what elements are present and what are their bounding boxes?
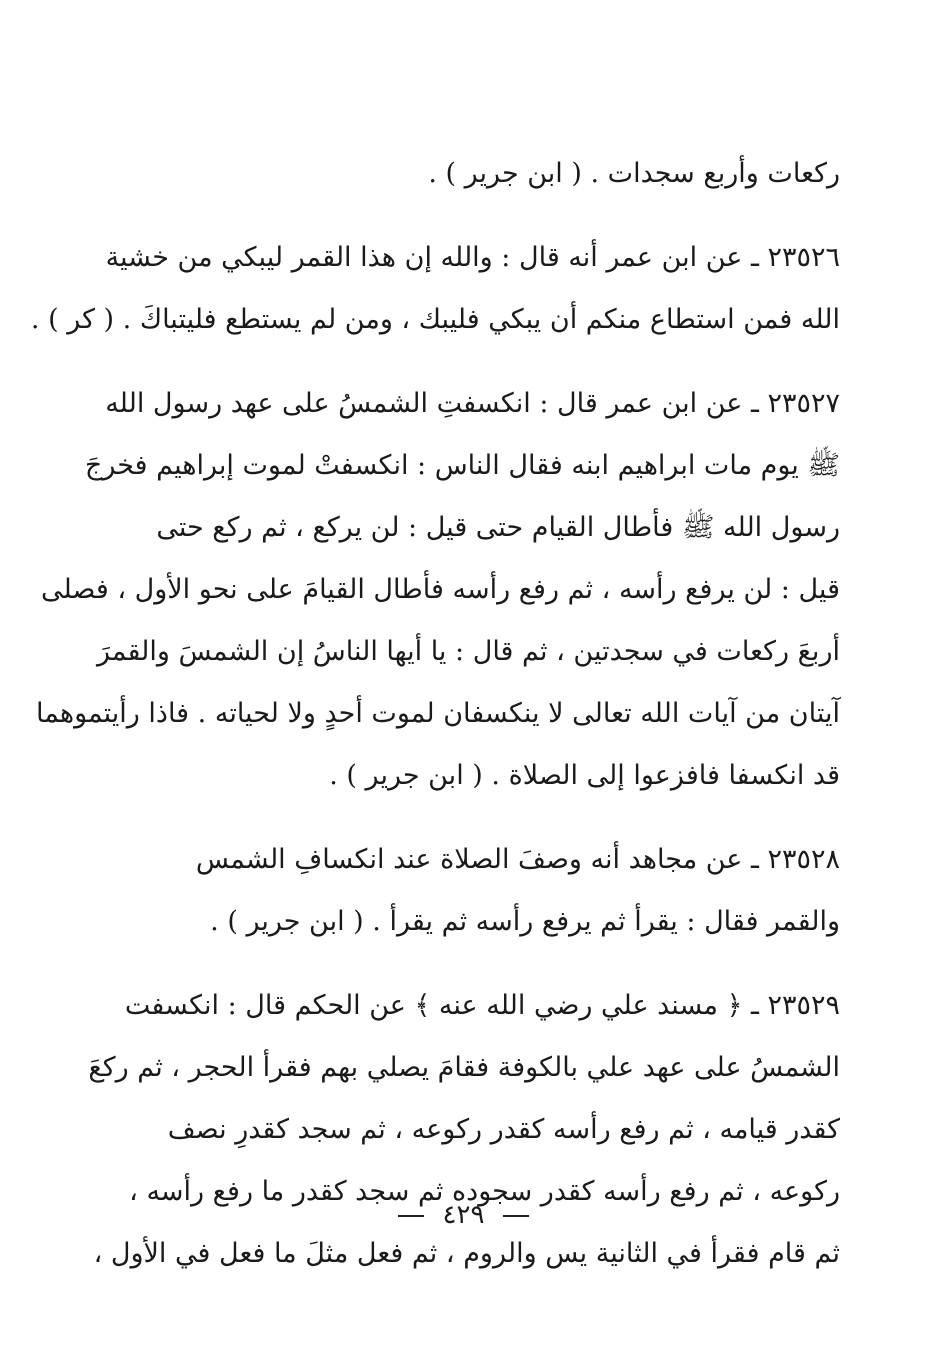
text-line: قيل : لن يرفع رأسه ، ثم رفع رأسه فأطال القيامَ على نحو الأول ، فصلى: [40, 574, 840, 605]
text-line: ٢٣٥٢٩ ـ ﴿ مسند علي رضي الله عنه ﴾ عن الحكم قال : انكسفت: [124, 990, 840, 1021]
paragraph-hadith-23526: [30, 227, 840, 351]
paragraph: [140, 143, 840, 205]
text-line: قد انكسفا فافزعوا إلى الصلاة . ( ابن جرير ) .: [329, 760, 840, 791]
text-line: ركوعه ، ثم رفع رأسه كقدر سجوده ثم سجد كقدر ما رفع رأسه ،: [129, 1176, 840, 1207]
text-line: ٢٣٥٢٦ ـ عن ابن عمر أنه قال : والله إن هذا القمر ليبكي من خشية: [105, 242, 840, 273]
text-line: ﷺ يوم مات ابراهيم ابنه فقال الناس : انكسفتْ لموت إبراهيم فخرجَ: [84, 450, 840, 481]
page-footer: [0, 1200, 927, 1230]
footer-dash-left: [503, 1215, 529, 1217]
text-line: آيتان من آيات الله تعالى لا ينكسفان لموت أحدٍ ولا لحياته . فاذا رأيتموهما: [36, 698, 840, 729]
paragraph-hadith-23528: [140, 829, 840, 953]
text-line: أربعَ ركعات في سجدتين ، ثم قال : يا أيها الناسُ إن الشمسَ والقمرَ: [96, 636, 840, 667]
text-line: رسول الله ﷺ فأطال القيام حتى قيل : لن يركع ، ثم ركع حتى: [156, 512, 840, 543]
text-line: والقمر فقال : يقرأ ثم يرفع رأسه ثم يقرأ . ( ابن جرير ) .: [210, 906, 840, 937]
text-line: ركعات وأربع سجدات . ( ابن جرير ) .: [428, 158, 840, 189]
footer-dash-right: [398, 1215, 424, 1217]
page-number: ٤٢٩: [442, 1200, 485, 1230]
text-line: ٢٣٥٢٧ ـ عن ابن عمر قال : انكسفتِ الشمسُ على عهد رسول الله: [105, 388, 840, 419]
text-line: كقدر قيامه ، ثم رفع رأسه كقدر ركوعه ، ثم سجد كقدرِ نصف: [167, 1114, 840, 1145]
text-line: الشمسُ على عهد علي بالكوفة فقامَ يصلي بهم فقرأ الحجر ، ثم ركعَ: [88, 1052, 840, 1083]
text-line: ٢٣٥٢٨ ـ عن مجاهد أنه وصفَ الصلاة عند انكسافِ الشمس: [195, 844, 840, 875]
paragraph-hadith-23527: [36, 373, 840, 807]
body-text: [30, 143, 840, 1285]
text-line: الله فمن استطاع منكم أن يبكي فليبك ، ومن لم يستطع فليتباكَ . ( كر ) .: [30, 304, 840, 335]
paragraph-hadith-23529: [88, 975, 840, 1285]
text-line: ثم قام فقرأ في الثانية يس والروم ، ثم فعل مثلَ ما فعل في الأول ،: [93, 1238, 840, 1269]
